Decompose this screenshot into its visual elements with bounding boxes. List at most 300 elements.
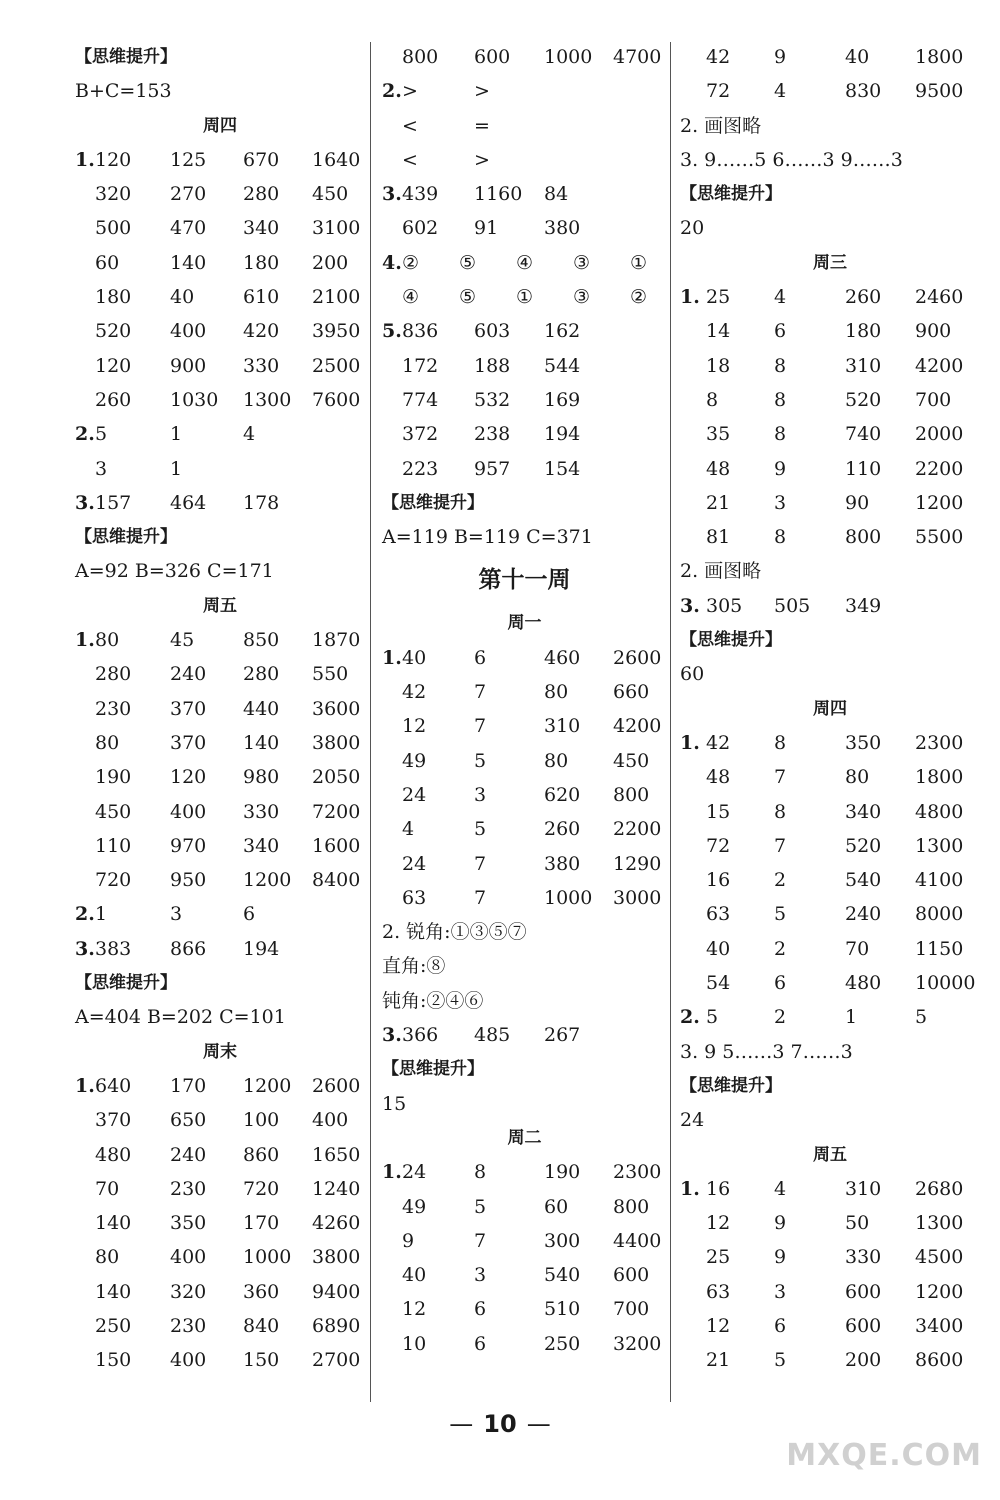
- answer-cell: 45: [170, 629, 195, 652]
- answer-cell: 6: [774, 320, 787, 343]
- answer-cell: ⑤: [459, 251, 477, 274]
- answer-cell: 4: [243, 423, 256, 446]
- answer-cell: 9: [774, 46, 787, 68]
- answer-cell: 380: [544, 852, 581, 875]
- answer-cell: 400: [170, 1246, 207, 1269]
- answer-cell: 60: [544, 1195, 569, 1218]
- answer-cell: 840: [243, 1314, 280, 1337]
- answer-column-3: [680, 40, 980, 1378]
- answer-cell: 800: [613, 783, 650, 806]
- answer-cell: 532: [474, 388, 511, 411]
- answer-cell: 5: [915, 1006, 928, 1029]
- answer-cell: 9500: [915, 80, 964, 103]
- answer-cell: 8: [774, 526, 787, 549]
- answer-cell: 830: [845, 80, 882, 103]
- question-number: 1.: [75, 148, 95, 171]
- answer-cell: 610: [243, 286, 280, 309]
- answer-cell: 280: [243, 183, 280, 206]
- answer-row: [382, 383, 667, 417]
- answer-cell: 372: [402, 423, 439, 446]
- answer-cell: 12: [402, 715, 427, 738]
- answer-cell: 3200: [613, 1332, 662, 1355]
- answer-cell: 3800: [312, 731, 361, 754]
- answer-cell: 1150: [915, 937, 964, 960]
- answer-cell: 12: [402, 1298, 427, 1321]
- question-number: 1.: [75, 1074, 95, 1097]
- answer-cell: 7: [474, 715, 487, 738]
- answer-cell: 90: [845, 491, 870, 514]
- answer-cell: 6: [474, 646, 487, 669]
- answer-cell: 25: [706, 286, 731, 309]
- answer-row: [680, 1240, 980, 1274]
- answer-cell: 125: [170, 148, 207, 171]
- answer-cell: 260: [544, 818, 581, 841]
- answer-cell: 330: [243, 354, 280, 377]
- answer-cell: 10: [402, 1332, 427, 1355]
- answer-cell: 370: [95, 1109, 132, 1132]
- answer-cell: 140: [95, 1280, 132, 1303]
- answer-cell: 8: [774, 731, 787, 754]
- answer-row: [75, 897, 365, 931]
- answer-row: [382, 280, 667, 314]
- answer-cell: 3000: [613, 886, 662, 909]
- answer-row: [382, 1018, 667, 1052]
- answer-cell: 190: [544, 1161, 581, 1184]
- answer-row: [382, 177, 667, 211]
- answer-cell: 1000: [243, 1246, 292, 1269]
- answer-row: [382, 1258, 667, 1292]
- answer-cell: 1: [845, 1006, 858, 1029]
- answer-cell: 24: [402, 852, 427, 875]
- answer-row: [75, 760, 365, 794]
- question-number: 4.: [382, 251, 402, 274]
- answer-cell: 2200: [915, 457, 964, 480]
- answer-cell: 238: [474, 423, 511, 446]
- answer-cell: 230: [170, 1314, 207, 1337]
- answer-cell: 40: [706, 937, 731, 960]
- answer-row: [75, 211, 365, 245]
- day-heading: 周五: [203, 595, 237, 616]
- answer-cell: 240: [170, 663, 207, 686]
- answer-row: [75, 177, 365, 211]
- answer-cell: 600: [613, 1264, 650, 1287]
- answer-row: [382, 1327, 667, 1361]
- question-number: 1.: [680, 286, 700, 309]
- answer-row: [382, 1190, 667, 1224]
- answer-cell: 380: [544, 217, 581, 240]
- answer-row: [75, 863, 365, 897]
- answer-row: [382, 452, 667, 486]
- answer-cell: 49: [402, 749, 427, 772]
- answer-cell: <: [402, 114, 418, 137]
- answer-cell: 7: [774, 766, 787, 789]
- answer-cell: 80: [544, 749, 569, 772]
- answer-cell: 1200: [915, 491, 964, 514]
- answer-cell: 9: [402, 1229, 415, 1252]
- answer-cell: 620: [544, 783, 581, 806]
- answer-cell: 8: [774, 800, 787, 823]
- answer-cell: 42: [706, 731, 731, 754]
- answer-cell: 800: [613, 1195, 650, 1218]
- answer-cell: 485: [474, 1024, 511, 1047]
- answer-row: [382, 349, 667, 383]
- answer-cell: ④: [516, 251, 534, 274]
- answer-cell: 1300: [915, 1212, 964, 1235]
- answer-cell: 5: [474, 818, 487, 841]
- answer-row: [75, 829, 365, 863]
- question-number: 1.: [680, 1177, 700, 1200]
- answer-cell: 1800: [915, 766, 964, 789]
- answer-cell: 2: [774, 937, 787, 960]
- answer-cell: ③: [573, 251, 591, 274]
- answer-text: B+C=153: [75, 80, 172, 103]
- answer-cell: 980: [243, 766, 280, 789]
- answer-cell: 1600: [312, 834, 361, 857]
- answer-row: [382, 778, 667, 812]
- answer-cell: 370: [170, 731, 207, 754]
- question-number: 3.: [75, 491, 95, 514]
- answer-cell: 24: [402, 783, 427, 806]
- answer-cell: ①: [516, 286, 534, 309]
- answer-row: [75, 314, 365, 348]
- answer-cell: 1160: [474, 183, 523, 206]
- answer-cell: 9400: [312, 1280, 361, 1303]
- answer-cell: 5: [474, 1195, 487, 1218]
- answer-row: [382, 847, 667, 881]
- answer-cell: 80: [95, 731, 120, 754]
- answer-cell: 2050: [312, 766, 361, 789]
- answer-cell: 230: [170, 1177, 207, 1200]
- answer-cell: 3400: [915, 1314, 964, 1337]
- answer-cell: 267: [544, 1024, 581, 1047]
- answer-cell: 3100: [312, 217, 361, 240]
- answer-cell: 4500: [915, 1246, 964, 1269]
- question-number: 1.: [382, 1161, 402, 1184]
- answer-cell: 1800: [915, 46, 964, 68]
- answer-row: [382, 74, 667, 108]
- answer-cell: 2300: [915, 731, 964, 754]
- answer-cell: 450: [95, 800, 132, 823]
- answer-cell: 7: [474, 886, 487, 909]
- answer-cell: 2: [774, 1006, 787, 1029]
- day-heading: 周四: [203, 115, 237, 136]
- answer-cell: 6890: [312, 1314, 361, 1337]
- answer-text: 2. 画图略: [680, 560, 762, 583]
- answer-row: [680, 417, 980, 451]
- answer-cell: 50: [845, 1212, 870, 1235]
- day-heading: 周四: [813, 698, 847, 719]
- answer-text: A=404 B=202 C=101: [75, 1006, 286, 1029]
- footer-dash: —: [526, 1410, 551, 1438]
- answer-cell: 520: [845, 388, 882, 411]
- answer-cell: 520: [845, 834, 882, 857]
- answer-cell: 600: [845, 1314, 882, 1337]
- answer-cell: 450: [312, 183, 349, 206]
- page-footer: [0, 1410, 1000, 1438]
- answer-cell: 280: [95, 663, 132, 686]
- answer-row: [680, 966, 980, 1000]
- answer-cell: 340: [845, 800, 882, 823]
- answer-cell: 740: [845, 423, 882, 446]
- answer-cell: 6: [774, 972, 787, 995]
- answer-cell: 8400: [312, 869, 361, 892]
- answer-cell: 2600: [613, 646, 662, 669]
- answer-row: [680, 40, 980, 74]
- answer-cell: 340: [243, 834, 280, 857]
- answer-cell: 200: [845, 1349, 882, 1372]
- answer-cell: 340: [243, 217, 280, 240]
- answer-cell: 4: [774, 1177, 787, 1200]
- answer-cell: 3600: [312, 697, 361, 720]
- answer-cell: ②: [402, 251, 420, 274]
- answer-row: [75, 143, 365, 177]
- day-heading: 周五: [813, 1144, 847, 1165]
- answer-cell: 505: [774, 594, 811, 617]
- answer-row: [75, 1103, 365, 1137]
- answer-cell: 603: [474, 320, 511, 343]
- answer-cell: ①: [630, 251, 648, 274]
- answer-cell: 180: [845, 320, 882, 343]
- answer-cell: 6: [243, 903, 256, 926]
- answer-cell: 49: [402, 1195, 427, 1218]
- answer-cell: 80: [95, 1246, 120, 1269]
- answer-cell: 470: [170, 217, 207, 240]
- answer-cell: 140: [243, 731, 280, 754]
- answer-row: [75, 692, 365, 726]
- answer-cell: 366: [402, 1024, 439, 1047]
- answer-cell: 2100: [312, 286, 361, 309]
- answer-cell: 9: [774, 1212, 787, 1235]
- answer-cell: 4200: [613, 715, 662, 738]
- column-divider: [670, 42, 671, 1402]
- answer-cell: 439: [402, 183, 439, 206]
- answer-row: [382, 417, 667, 451]
- answer-row: [680, 726, 980, 760]
- answer-cell: 150: [243, 1349, 280, 1372]
- answer-cell: =: [474, 114, 490, 137]
- answer-cell: 170: [170, 1074, 207, 1097]
- answer-row: [382, 211, 667, 245]
- answer-cell: 250: [95, 1314, 132, 1337]
- answer-cell: 280: [243, 663, 280, 686]
- answer-cell: 774: [402, 388, 439, 411]
- answer-cell: 320: [170, 1280, 207, 1303]
- answer-cell: 4400: [613, 1229, 662, 1252]
- answer-cell: 2600: [312, 1074, 361, 1097]
- answer-row: [75, 932, 365, 966]
- answer-cell: 2680: [915, 1177, 964, 1200]
- answer-cell: 194: [243, 937, 280, 960]
- answer-cell: 12: [706, 1212, 731, 1235]
- answer-text: 15: [382, 1092, 407, 1115]
- answer-cell: 1870: [312, 629, 361, 652]
- answer-cell: 700: [613, 1298, 650, 1321]
- answer-cell: 420: [243, 320, 280, 343]
- answer-cell: 400: [170, 1349, 207, 1372]
- answer-cell: 72: [706, 834, 731, 857]
- answer-cell: 2: [774, 869, 787, 892]
- answer-cell: 80: [845, 766, 870, 789]
- answer-cell: 600: [845, 1280, 882, 1303]
- day-heading: 周一: [507, 613, 542, 634]
- answer-cell: 5: [774, 1349, 787, 1372]
- answer-cell: 140: [95, 1212, 132, 1235]
- answer-cell: 4260: [312, 1212, 361, 1235]
- question-number: 2.: [680, 1006, 700, 1029]
- answer-cell: 3: [474, 783, 487, 806]
- answer-cell: 320: [95, 183, 132, 206]
- answer-cell: 4: [402, 818, 415, 841]
- answer-cell: 1300: [243, 388, 292, 411]
- answer-cell: 40: [402, 1264, 427, 1287]
- answer-cell: 800: [845, 526, 882, 549]
- answer-cell: 80: [544, 681, 569, 704]
- answer-cell: 2200: [613, 818, 662, 841]
- answer-cell: 80: [95, 629, 120, 652]
- answer-cell: 1640: [312, 148, 361, 171]
- answer-row: [680, 314, 980, 348]
- answer-row: [75, 246, 365, 280]
- answer-cell: 15: [706, 800, 731, 823]
- answer-cell: 140: [170, 251, 207, 274]
- answer-cell: 310: [845, 354, 882, 377]
- answer-cell: 190: [95, 766, 132, 789]
- answer-cell: 18: [706, 354, 731, 377]
- answer-cell: 10000: [915, 972, 976, 995]
- answer-cell: 63: [402, 886, 427, 909]
- answer-row: [75, 349, 365, 383]
- answer-cell: 900: [170, 354, 207, 377]
- answer-cell: 464: [170, 491, 207, 514]
- answer-cell: 110: [845, 457, 882, 480]
- answer-row: [75, 795, 365, 829]
- answer-cell: 480: [95, 1143, 132, 1166]
- answer-text: 钝角:②④⑥: [382, 989, 484, 1012]
- answer-row: [75, 1343, 365, 1377]
- answer-cell: 1200: [243, 1074, 292, 1097]
- question-number: 1.: [382, 646, 402, 669]
- answer-cell: 3: [170, 903, 183, 926]
- answer-row: [680, 349, 980, 383]
- answer-row: [382, 143, 667, 177]
- answer-row: [382, 314, 667, 348]
- answer-cell: 194: [544, 423, 581, 446]
- answer-cell: 5: [774, 903, 787, 926]
- answer-cell: 8: [706, 388, 719, 411]
- answer-cell: 150: [95, 1349, 132, 1372]
- question-number: 3.: [75, 937, 95, 960]
- answer-cell: 25: [706, 1246, 731, 1269]
- answer-cell: 4700: [613, 46, 662, 68]
- answer-cell: 42: [706, 46, 731, 68]
- answer-row: [75, 1069, 365, 1103]
- answer-cell: 1200: [915, 1280, 964, 1303]
- answer-cell: 510: [544, 1298, 581, 1321]
- column-divider: [370, 42, 371, 1402]
- answer-cell: 12: [706, 1314, 731, 1337]
- answer-cell: 110: [95, 834, 132, 857]
- answer-cell: 350: [845, 731, 882, 754]
- answer-cell: 957: [474, 457, 511, 480]
- answer-cell: 440: [243, 697, 280, 720]
- answer-cell: 1000: [544, 886, 593, 909]
- answer-cell: 550: [312, 663, 349, 686]
- answer-cell: 350: [170, 1212, 207, 1235]
- answer-cell: 172: [402, 354, 439, 377]
- answer-cell: 1: [95, 903, 108, 926]
- answer-row: [680, 74, 980, 108]
- answer-cell: 1: [170, 457, 183, 480]
- answer-cell: 48: [706, 457, 731, 480]
- answer-cell: 100: [243, 1109, 280, 1132]
- answer-row: [382, 675, 667, 709]
- answer-row: [75, 1172, 365, 1206]
- answer-text: 3. 9……5 6……3 9……3: [680, 148, 903, 171]
- answer-row: [680, 383, 980, 417]
- answer-cell: 60: [95, 251, 120, 274]
- page-number: 10: [483, 1410, 517, 1438]
- answer-cell: 6: [474, 1332, 487, 1355]
- answer-cell: 600: [474, 46, 511, 68]
- answer-cell: 8: [774, 423, 787, 446]
- answer-cell: 305: [706, 594, 743, 617]
- answer-cell: 720: [95, 869, 132, 892]
- answer-cell: 240: [170, 1143, 207, 1166]
- answer-cell: 670: [243, 148, 280, 171]
- answer-cell: 7: [474, 852, 487, 875]
- answer-row: [680, 1309, 980, 1343]
- section-heading: 【思维提升】: [680, 630, 782, 651]
- answer-cell: 7600: [312, 388, 361, 411]
- answer-cell: 63: [706, 903, 731, 926]
- answer-text: 20: [680, 217, 705, 240]
- answer-cell: 480: [845, 972, 882, 995]
- answer-cell: 24: [402, 1161, 427, 1184]
- answer-cell: 84: [544, 183, 569, 206]
- answer-row: [75, 1309, 365, 1343]
- answer-cell: 4200: [915, 354, 964, 377]
- answer-cell: 650: [170, 1109, 207, 1132]
- answer-cell: 154: [544, 457, 581, 480]
- answer-cell: 200: [312, 251, 349, 274]
- answer-cell: 16: [706, 1177, 731, 1200]
- answer-cell: 5500: [915, 526, 964, 549]
- answer-cell: 300: [544, 1229, 581, 1252]
- answer-cell: 1300: [915, 834, 964, 857]
- question-number: 3.: [382, 183, 402, 206]
- answer-cell: 460: [544, 646, 581, 669]
- answer-row: [680, 452, 980, 486]
- answer-cell: 349: [845, 594, 882, 617]
- answer-cell: 4800: [915, 800, 964, 823]
- answer-cell: 6: [774, 1314, 787, 1337]
- answer-cell: 720: [243, 1177, 280, 1200]
- answer-row: [680, 1206, 980, 1240]
- section-heading: 【思维提升】: [680, 184, 782, 205]
- answer-cell: 1290: [613, 852, 662, 875]
- answer-cell: 120: [95, 148, 132, 171]
- answer-row: [75, 1138, 365, 1172]
- answer-row: [680, 1172, 980, 1206]
- answer-cell: 5: [706, 1006, 719, 1029]
- answer-row: [75, 486, 365, 520]
- answer-cell: ③: [573, 286, 591, 309]
- answer-cell: 360: [243, 1280, 280, 1303]
- answer-cell: 3: [95, 457, 108, 480]
- day-heading: 周二: [507, 1127, 542, 1148]
- answer-cell: 2460: [915, 286, 964, 309]
- answer-cell: >: [474, 80, 490, 103]
